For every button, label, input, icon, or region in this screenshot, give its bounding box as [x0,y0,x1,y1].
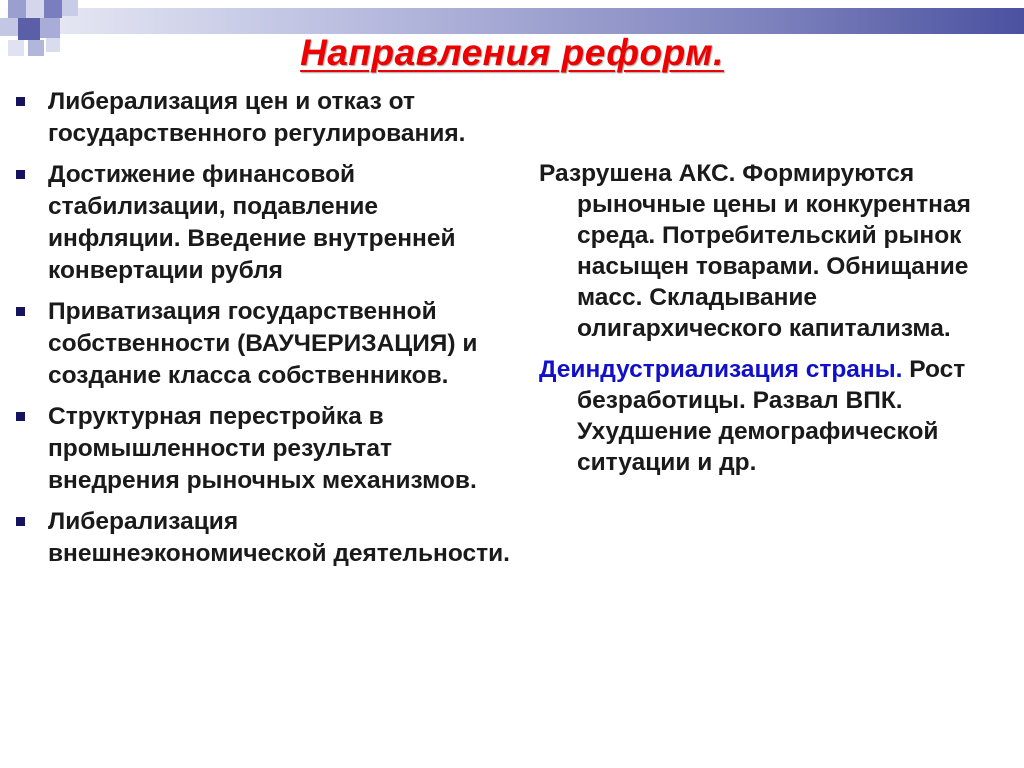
list-item [12,159,512,287]
square-bullet-icon [16,170,25,179]
list-item-text: Приватизация государственной собственности (ВАУЧЕРИЗАЦИЯ) и создание класса собственников. [48,298,478,389]
list-item [12,506,512,570]
list-item-text: Достижение финансовой стабилизации, подавление инфляции. Введение внутренней конвертации рубля [48,161,456,284]
square-bullet-icon [16,517,25,526]
list-item [12,401,512,497]
list-item [12,296,512,392]
reform-directions-list [12,86,512,579]
square-bullet-icon [16,307,25,316]
slide-title: Направления реформ. [300,32,724,73]
results-paragraph: Разрушена АКС. Формируются рыночные цены и конкурентная среда. Потребительский рынок насыщен товарами. Обнищание масс. Складывание олигархического капитализма. [539,160,971,342]
list-item-text: Либерализация цен и отказ от государственного регулирования. [48,88,466,147]
list-item-text: Структурная перестройка в промышленности результат внедрения рыночных механизмов. [48,403,477,494]
list-item-text: Либерализация внешнеэкономической деятельности. [48,508,510,567]
consequences-text: Рост безработицы. Развал ВПК. Ухудшение демографической ситуации и др. [577,356,966,476]
square-bullet-icon [16,97,25,106]
reform-results-column [539,158,989,488]
consequences-paragraph [539,354,989,478]
header-gradient-bar [0,8,1024,34]
list-item [12,86,512,150]
deindustrialization-highlight: Деиндустриализация страны. [539,356,903,383]
square-bullet-icon [16,412,25,421]
